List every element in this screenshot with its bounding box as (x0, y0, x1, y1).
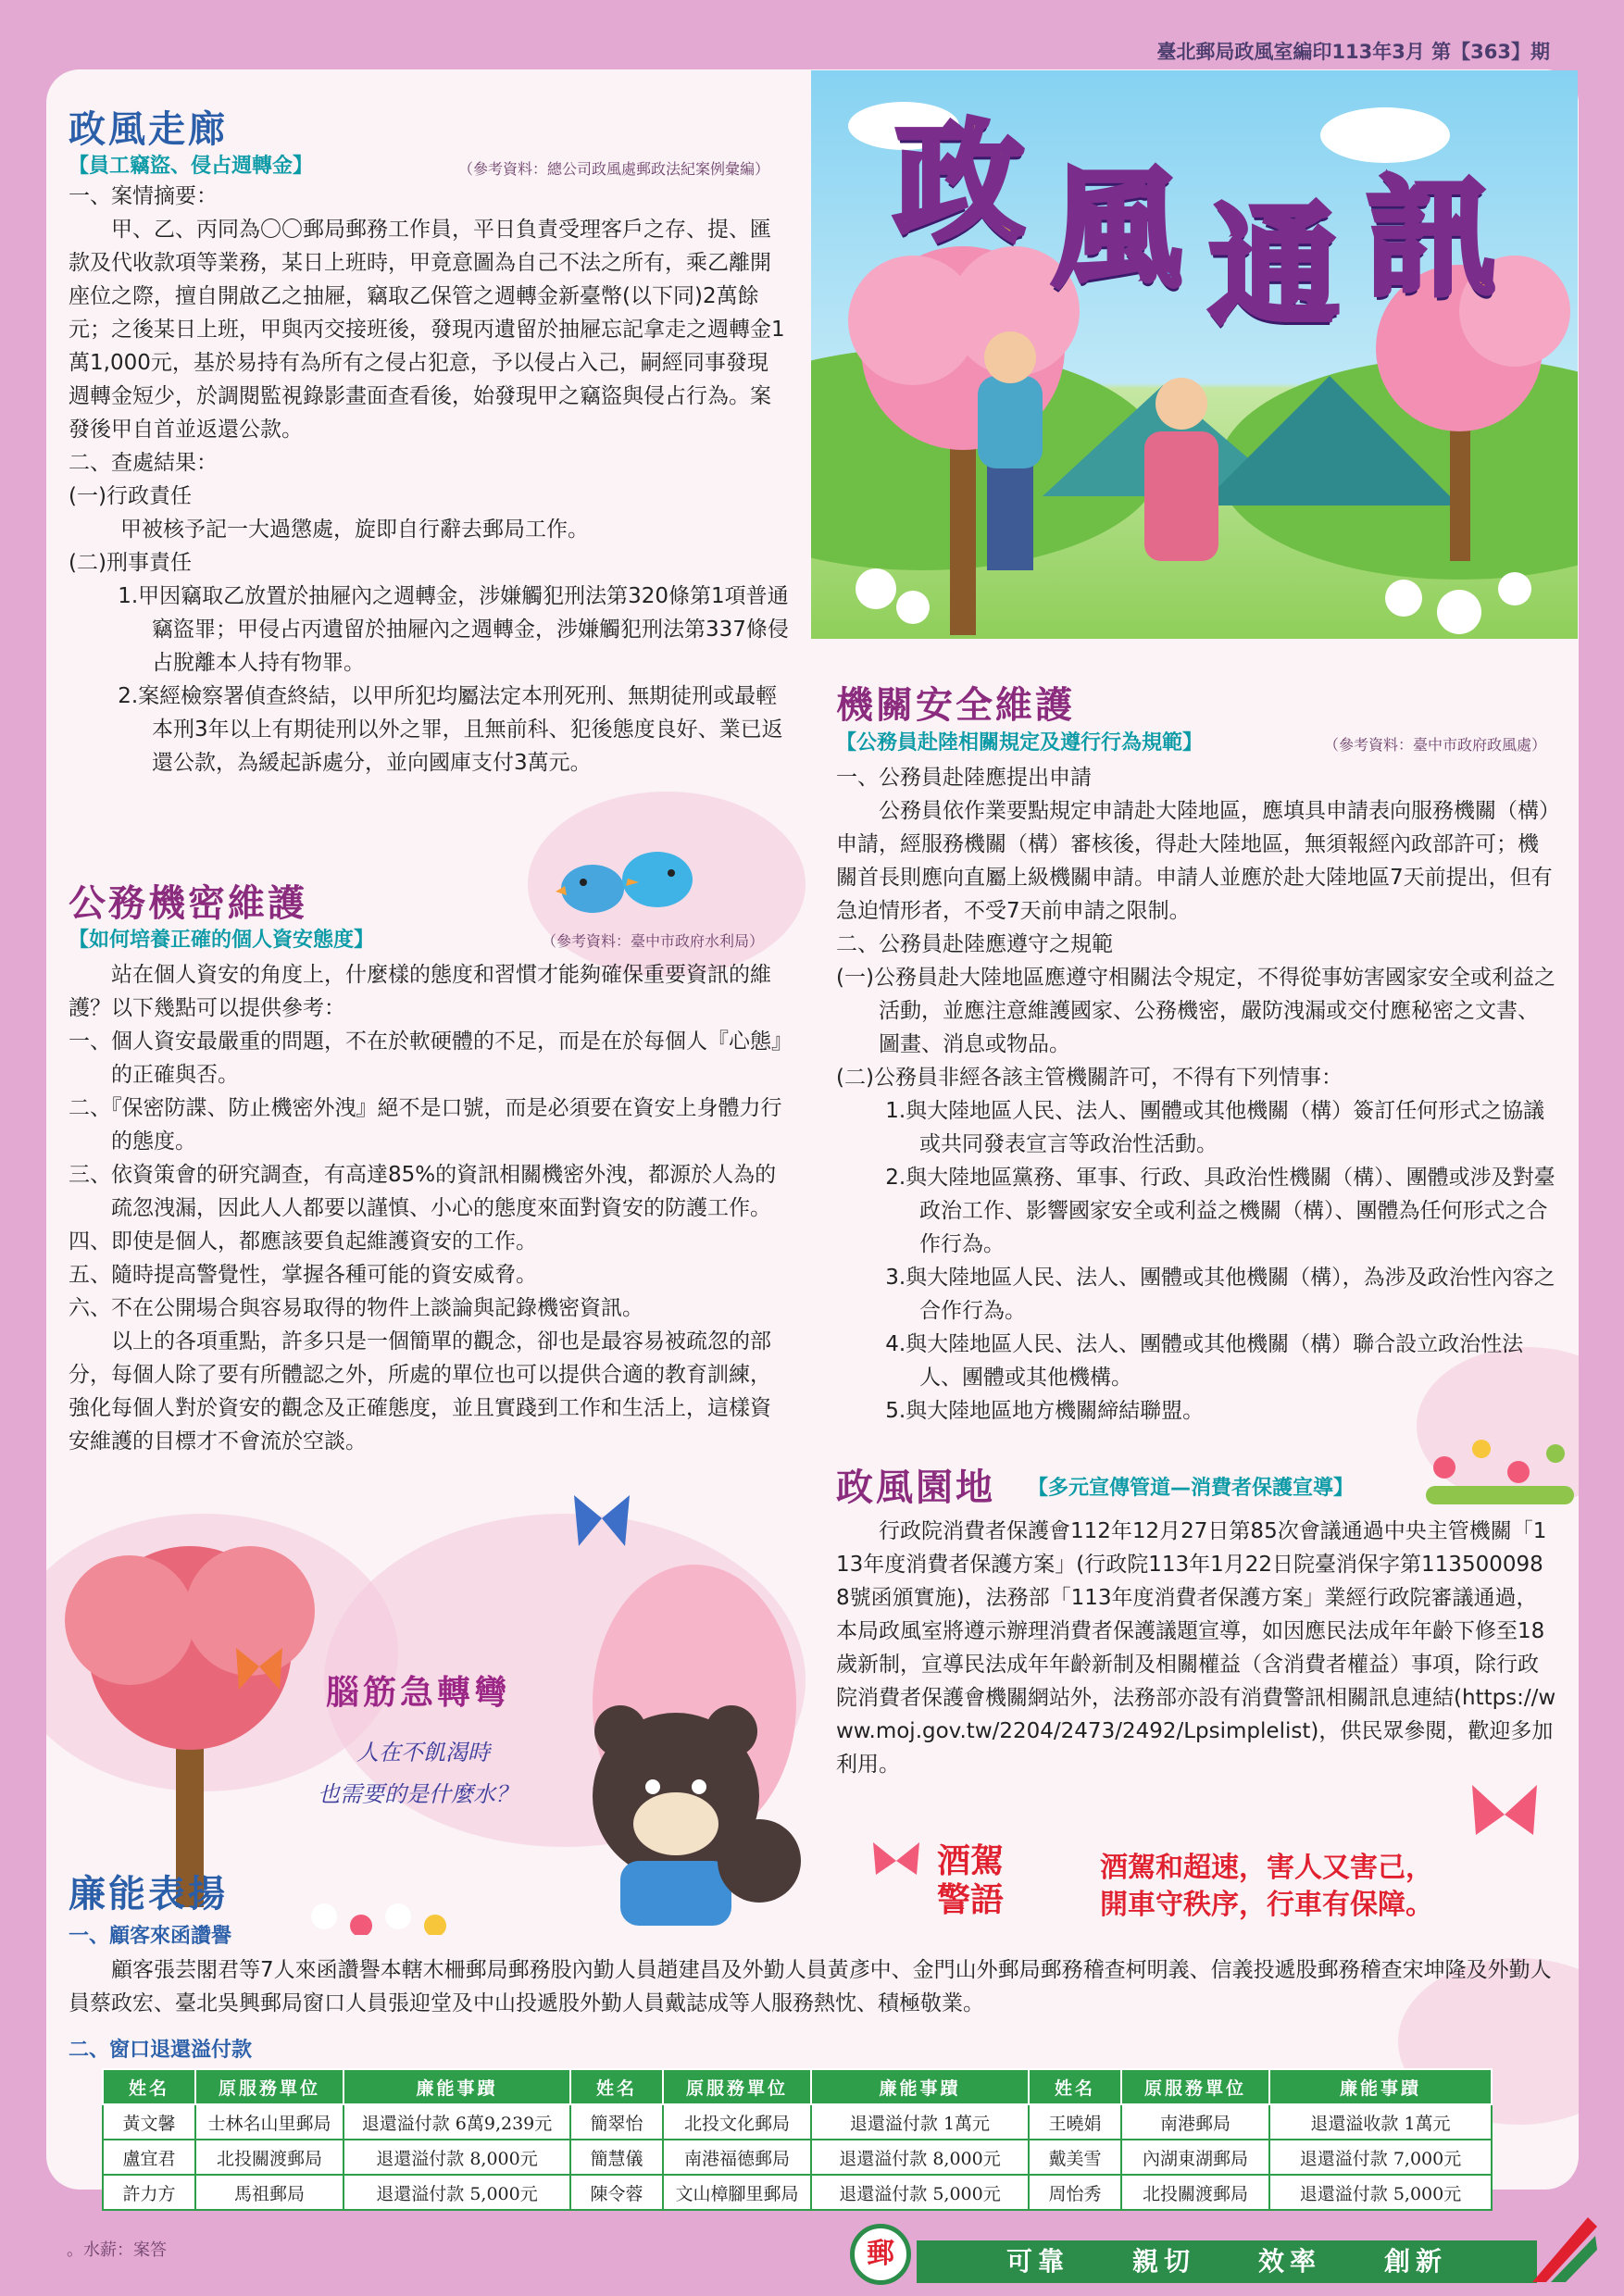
slogan-line1: 酒駕和超速，害人又害己， (1100, 1852, 1433, 1884)
table-cell: 南港郵局 (1121, 2104, 1269, 2140)
table-cell: 退還溢付款 8,000元 (811, 2140, 1029, 2175)
table-cell: 許力方 (103, 2175, 195, 2210)
riddle-question-1: 人在不飢渴時 (356, 1740, 490, 1766)
hero-char-3: 通 (1209, 192, 1340, 343)
text-line: 一、公務員赴陸應提出申請 (836, 766, 1092, 790)
section-title-confidentiality: 公務機密維護 (69, 882, 307, 925)
table-header: 廉能事蹟 (1269, 2069, 1492, 2104)
text-line: 以上的各項重點，許多只是一個簡單的觀念，卻也是最容易被疏忽的部分，每個人除了要有所體認之外，所處的單位也可以提供合適的教育訓練，強化每個人對於資安的觀念及正確態度，並且實踐到工作和生活上，這樣資安維護的目標才不會流於空談。 (69, 1329, 771, 1454)
drunk-label-line2: 警語 (937, 1881, 1005, 1919)
section-body-confidentiality (69, 958, 789, 1458)
text-line: (一)公務員赴大陸地區應遵守相關法令規定，不得從事妨害國家安全或利益之活動，並應注意維護國家、公務機密，嚴防洩漏或交付應秘密之文書、圖畫、消息或物品。 (836, 966, 1555, 1056)
section-title-integrity-awards: 廉能表揚 (69, 1873, 228, 1915)
text-line: 一、案情摘要： (69, 184, 218, 208)
awards-heading-2: 二、窗口退還溢付款 (69, 2039, 253, 2062)
table-cell: 王曉娟 (1029, 2104, 1121, 2140)
slogan-line2: 開車守秩序，行車有保障。 (1100, 1889, 1433, 1921)
text-line: 四、即使是個人，都應該要負起維護資安的工作。 (69, 1229, 537, 1254)
table-cell: 陳令蓉 (570, 2175, 663, 2210)
table-header-row (103, 2069, 1492, 2104)
table-cell: 馬祖郵局 (195, 2175, 344, 2210)
text-line: 2.案經檢察署偵查終結，以甲所犯均屬法定本刑死刑、無期徒刑或最輕本刑3年以上有期徒刑以外之罪，且無前科、犯後態度良好、業已返還公款，為緩起訴處分，並向國庫支付3萬元。 (118, 684, 783, 775)
text-line: 甲被核予記一大過懲處，旋即自行辭去郵局工作。 (120, 518, 589, 542)
issue-line: 臺北郵局政風室編印113年3月 第【363】期 (1156, 41, 1550, 63)
text-line: 顧客張芸閣君等7人來函讚譽本轄木柵郵局郵務股內勤人員趙建昌及外勤人員黃彥中、金門山外郵局郵務稽查柯明義、信義投遞股郵務稽查宋坤隆及外勤人員蔡政宏、臺北吳興郵局窗口人員張迎堂及中山投遞股外勤人員戴誌成等人服務熱忱、積極敬業。 (69, 1958, 1552, 2015)
section-title-ethics-corridor: 政風走廊 (69, 108, 228, 151)
table-cell: 南港福德郵局 (663, 2140, 811, 2175)
table-cell: 戴美雪 (1029, 2140, 1121, 2175)
text-line: 三、依資策會的研究調查，有高達85%的資訊相關機密外洩，都源於人為的疏忽洩漏，因此人人都要以謹慎、小心的態度來面對資安的防護工作。 (69, 1163, 777, 1220)
table-cell: 北投文化郵局 (663, 2104, 811, 2140)
post-logo: 郵 (850, 2224, 911, 2285)
text-line: 1.甲因竊取乙放置於抽屜內之週轉金，涉嫌觸犯刑法第320條第1項普通竊盜罪；甲侵占丙遺留於抽屜內之週轉金，涉嫌觸犯刑法第337條侵占脫離本人持有物罪。 (118, 584, 789, 675)
table-header: 姓名 (570, 2069, 663, 2104)
text-line: 甲、乙、丙同為〇〇郵局郵務工作員，平日負責受理客戶之存、提、匯款及代收款項等業務，某日上班時，甲竟意圖為自己不法之所有，乘乙離開座位之際，擅自開啟乙之抽屜，竊取乙保管之週轉金新臺幣(以下同)2萬餘元；之後某日上班，甲與丙交接班後，發現丙遺留於抽屜忘記拿走之週轉金1萬1,000元，基於易持有為所有之侵占犯意，予以侵占入己，嗣經同事發現週轉金短少，於調閱監視錄影畫面查看後，始發現甲之竊盜與侵占行為。案發後甲自首並返還公款。 (69, 218, 785, 442)
hero-char-4: 訊 (1367, 164, 1497, 315)
text-line: 五、隨時提高警覺性，掌握各種可能的資安威脅。 (69, 1263, 537, 1287)
drunk-driving-label (937, 1842, 1004, 1920)
table-header: 姓名 (1029, 2069, 1121, 2104)
table-cell: 盧宜君 (103, 2140, 195, 2175)
table-cell: 黃文馨 (103, 2104, 195, 2140)
text-line: 2.與大陸地區黨務、軍事、行政、具政治性機關（構）、團體或涉及對臺政治工作、影響國家安全或利益之機關（構）、團體為任何形式之合作行為。 (885, 1166, 1555, 1256)
text-line: (二)刑事責任 (69, 551, 192, 575)
table-cell: 退還溢付款 5,000元 (344, 2175, 570, 2210)
text-line: 3.與大陸地區人民、法人、團體或其他機關（構），為涉及政治性內容之合作行為。 (885, 1266, 1555, 1323)
corner-stripes-icon (1532, 2208, 1597, 2282)
riddle-question-2: 也需要的是什麼水？ (318, 1781, 518, 1807)
text-line: 二、查處結果： (69, 451, 218, 475)
text-line: 二、公務員赴陸應遵守之規範 (836, 932, 1113, 956)
riddle-answer: 。水薪：案答 (67, 2240, 167, 2260)
reference-note: （參考資料：臺中市政府水利局） (542, 932, 765, 950)
table-cell: 退還溢付款 5,000元 (1269, 2175, 1492, 2210)
hero-char-2: 風 (1052, 155, 1182, 306)
drunk-label-line1: 酒駕 (937, 1842, 1005, 1880)
table-cell: 內湖東湖郵局 (1121, 2140, 1269, 2175)
birds-icon (546, 838, 713, 921)
text-line: (一)行政責任 (69, 484, 192, 508)
section-title-agency-security: 機關安全維護 (836, 684, 1075, 727)
section-subtitle: 【員工竊盜、侵占週轉金】 (69, 155, 314, 178)
reference-note: （參考資料：臺中市政府政風處） (1324, 736, 1547, 754)
text-line: 站在個人資安的角度上，什麼樣的態度和習慣才能夠確保重要資訊的維護？以下幾點可以提供參考： (69, 963, 771, 1020)
flowers-icon (1417, 1412, 1583, 1514)
table-row (103, 2140, 1492, 2175)
text-line: 一、個人資安最嚴重的問題，不在於軟硬體的不足，而是在於每個人『心態』的正確與否。 (69, 1029, 782, 1087)
awards-table-wrapper (102, 2068, 1493, 2211)
table-cell: 周怡秀 (1029, 2175, 1121, 2210)
table-cell: 退還溢付款 6萬9,239元 (344, 2104, 570, 2140)
section-subtitle: 【多元宣傳管道—消費者保護宣導】 (1028, 1477, 1355, 1500)
text-line: 行政院消費者保護會112年12月27日第85次會議通過中央主管機關「113年度消費者保護方案」(行政院113年1月22日院臺消保字第1135000988號函頒實施)，法務部「113年度消費者保護方案」業經行政院審議通過，本局政風室將遵示辦理消費者保護議題宣導，如因應民法成年年齡下修至18歲新制，宣導民法成年年齡新制及相關權益（含消費者權益）事項，除行政院消費者保護會機關網站外，法務部亦設有消費警訊相關訊息連結(https://www.moj.gov.tw/2204/2473/2492/Lpsimplelist)，供民眾參閱，歡迎多加利用。 (836, 1519, 1556, 1777)
table-header: 廉能事蹟 (811, 2069, 1029, 2104)
text-line: 公務員依作業要點規定申請赴大陸地區，應填具申請表向服務機關（構）申請，經服務機關（構）審核後，得赴大陸地區，無須報經內政部許可；機關首長則應向直屬上級機關申請。申請人並應於赴大陸地區7天前提出，但有急迫情形者，不受7天前申請之限制。 (836, 799, 1553, 923)
table-cell: 文山樟腳里郵局 (663, 2175, 811, 2210)
table-cell: 北投關渡郵局 (195, 2140, 344, 2175)
section-subtitle: 【公務員赴陸相關規定及遵行行為規範】 (836, 731, 1204, 755)
table-cell: 退還溢付款 8,000元 (344, 2140, 570, 2175)
footer-bar (917, 2240, 1537, 2283)
footer-slogan: 可靠 親切 效率 創新 (1006, 2246, 1447, 2277)
table-row (103, 2175, 1492, 2210)
table-header: 廉能事蹟 (344, 2069, 570, 2104)
butterfly-icon (868, 1838, 924, 1884)
table-header: 姓名 (103, 2069, 195, 2104)
table-row (103, 2104, 1492, 2140)
text-line: 六、不在公開場合與容易取得的物件上談論與記錄機密資訊。 (69, 1296, 643, 1320)
text-line: 1.與大陸地區人民、法人、團體或其他機關（構）簽訂任何形式之協議或共同發表宣言等政治性活動。 (885, 1099, 1545, 1156)
section-body-ethics-corridor (69, 180, 789, 780)
riddle-title: 腦筋急轉彎 (326, 1674, 512, 1712)
table-cell: 退還溢付款 7,000元 (1269, 2140, 1492, 2175)
awards-paragraph (69, 1953, 1559, 2020)
section-subtitle: 【如何培養正確的個人資安態度】 (69, 929, 375, 952)
table-header: 原服務單位 (195, 2069, 344, 2104)
section-body-agency-security (836, 761, 1556, 1428)
hero-char-1: 政 (894, 108, 1025, 259)
awards-heading-1: 一、顧客來函讚譽 (69, 1925, 232, 1948)
text-line: 5.與大陸地區地方機關締結聯盟。 (885, 1399, 1205, 1423)
table-header: 原服務單位 (663, 2069, 811, 2104)
table-cell: 士林名山里郵局 (195, 2104, 344, 2140)
awards-table (102, 2068, 1493, 2211)
text-line: 4.與大陸地區人民、法人、團體或其他機關（構）聯合設立政治性法人、團體或其他機構。 (885, 1332, 1524, 1390)
text-line: 二、『保密防諜、防止機密外洩』絕不是口號，而是必須要在資安上身體力行的態度。 (69, 1096, 782, 1154)
table-cell: 簡翠怡 (570, 2104, 663, 2140)
reference-note: （參考資料：總公司政風處郵政法紀案例彙編） (458, 160, 770, 178)
table-cell: 退還溢付款 5,000元 (811, 2175, 1029, 2210)
text-line: (二)公務員非經各該主管機關許可，不得有下列情事： (836, 1066, 1343, 1090)
table-cell: 退還溢收款 1萬元 (1269, 2104, 1492, 2140)
table-cell: 簡慧儀 (570, 2140, 663, 2175)
table-cell: 北投關渡郵局 (1121, 2175, 1269, 2210)
section-body-ethics-garden (836, 1515, 1556, 1781)
drunk-driving-slogan (1100, 1850, 1433, 1924)
butterfly-icon (1463, 1778, 1546, 1852)
section-title-ethics-garden: 政風園地 (836, 1466, 995, 1509)
table-cell: 退還溢付款 1萬元 (811, 2104, 1029, 2140)
hero-illustration (811, 70, 1578, 639)
table-header: 原服務單位 (1121, 2069, 1269, 2104)
